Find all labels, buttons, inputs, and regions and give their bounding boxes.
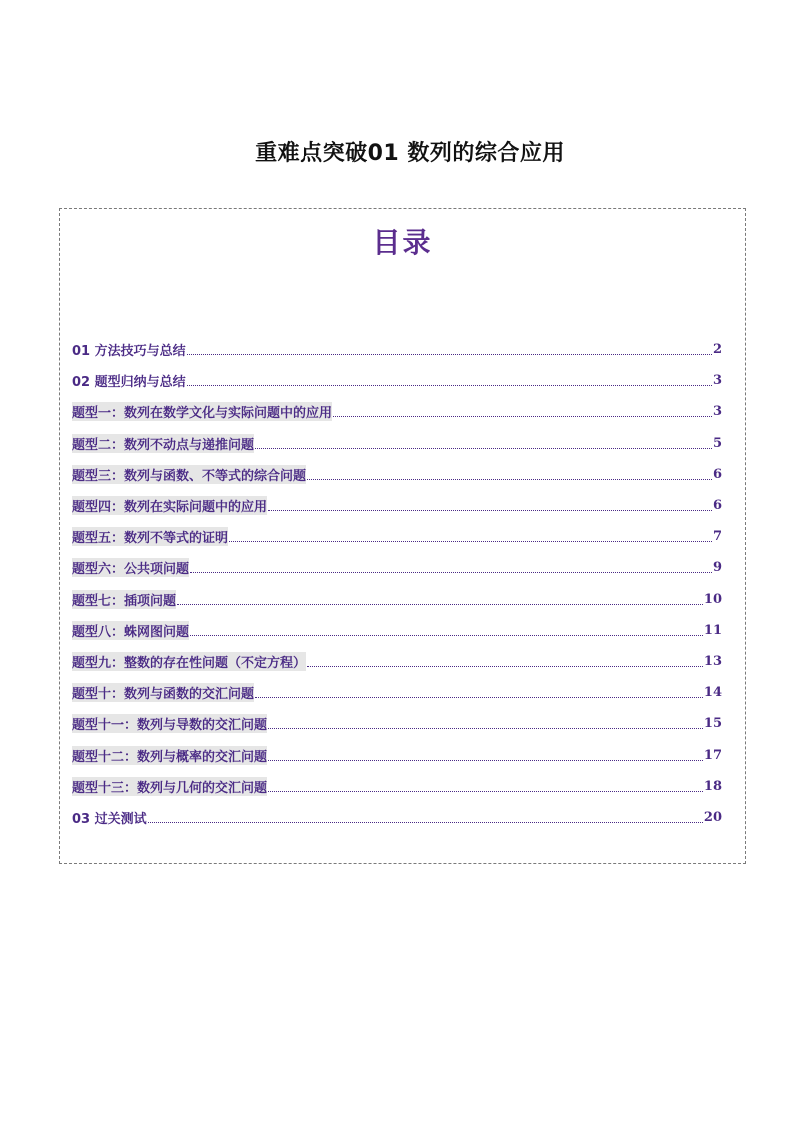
toc-entry-label: 03 过关测试 [72, 811, 147, 827]
toc-entry-label: 01 方法技巧与总结 [72, 344, 186, 360]
toc-entry-page-number: 17 [703, 747, 722, 763]
toc-entry-label: 02 题型归纳与总结 [72, 375, 186, 391]
toc-dot-leader [190, 635, 703, 636]
toc-entry-label: 题型十二：数列与概率的交汇问题 [72, 746, 267, 765]
toc-entry-page-number: 13 [703, 653, 722, 669]
toc-entry[interactable] [72, 521, 722, 552]
toc-dot-leader [255, 697, 703, 698]
toc-dot-leader [187, 354, 712, 355]
toc-entry[interactable] [72, 396, 722, 427]
toc-entry[interactable] [72, 490, 722, 521]
toc-entry[interactable] [72, 365, 722, 396]
toc-entry-page-number: 3 [712, 404, 722, 420]
toc-dot-leader [307, 479, 712, 480]
toc-entry[interactable] [72, 708, 722, 739]
toc-entry[interactable] [72, 739, 722, 770]
toc-heading: 目录 [372, 226, 433, 259]
toc-entry[interactable] [72, 615, 722, 646]
toc-entry-page-number: 6 [712, 466, 722, 482]
toc-entry-page-number: 14 [703, 685, 722, 701]
toc-dot-leader [268, 728, 703, 729]
toc-entry-page-number: 5 [712, 435, 722, 451]
toc-entry-label: 题型九：整数的存在性问题（不定方程） [72, 652, 306, 671]
toc-entry-label: 题型七：插项问题 [72, 590, 176, 609]
toc-dot-leader [268, 510, 712, 511]
toc-entry-label: 题型十：数列与函数的交汇问题 [72, 683, 254, 702]
toc-entry-label: 题型三：数列与函数、不等式的综合问题 [72, 465, 306, 484]
toc-entry[interactable] [72, 428, 722, 459]
toc-entry-page-number: 20 [703, 809, 722, 825]
toc-entry-label: 题型二：数列不动点与递推问题 [72, 434, 254, 453]
toc-entry-label: 题型四：数列在实际问题中的应用 [72, 496, 267, 515]
toc-entry-label: 题型十一：数列与导数的交汇问题 [72, 714, 267, 733]
toc-entry-page-number: 10 [703, 591, 722, 607]
toc-entry-page-number: 7 [712, 529, 722, 545]
toc-dot-leader [268, 760, 703, 761]
toc-dot-leader [187, 385, 712, 386]
toc-entry-page-number: 15 [703, 716, 722, 732]
toc-entry-label: 题型八：蛛网图问题 [72, 621, 189, 640]
toc-entry[interactable] [72, 584, 722, 615]
toc-entry-page-number: 2 [712, 342, 722, 358]
toc-entry[interactable] [72, 334, 722, 365]
toc-entry-page-number: 3 [712, 373, 722, 389]
toc-entry-label: 题型十三：数列与几何的交汇问题 [72, 777, 267, 796]
toc-entry[interactable] [72, 677, 722, 708]
toc-entry-page-number: 11 [703, 622, 722, 638]
toc-entry[interactable] [72, 552, 722, 583]
toc-dot-leader [190, 572, 712, 573]
toc-entry-page-number: 18 [703, 778, 722, 794]
toc-entry[interactable] [72, 802, 722, 833]
toc-dot-leader [268, 791, 703, 792]
toc-entry[interactable] [72, 771, 722, 802]
toc-dot-leader [177, 604, 703, 605]
toc-dot-leader [229, 541, 712, 542]
toc-dot-leader [148, 822, 703, 823]
toc-entry-label: 题型六：公共项问题 [72, 558, 189, 577]
toc-entry-page-number: 6 [712, 498, 722, 514]
toc-dot-leader [333, 416, 712, 417]
toc-list [72, 334, 722, 833]
page-title: 重难点突破01 数列的综合应用 [255, 141, 565, 166]
toc-entry[interactable] [72, 646, 722, 677]
table-of-contents [59, 208, 746, 864]
toc-entry[interactable] [72, 459, 722, 490]
toc-entry-label: 题型一：数列在数学文化与实际问题中的应用 [72, 402, 332, 421]
toc-entry-page-number: 9 [712, 560, 722, 576]
toc-dot-leader [307, 666, 703, 667]
toc-dot-leader [255, 448, 712, 449]
toc-entry-label: 题型五：数列不等式的证明 [72, 527, 228, 546]
